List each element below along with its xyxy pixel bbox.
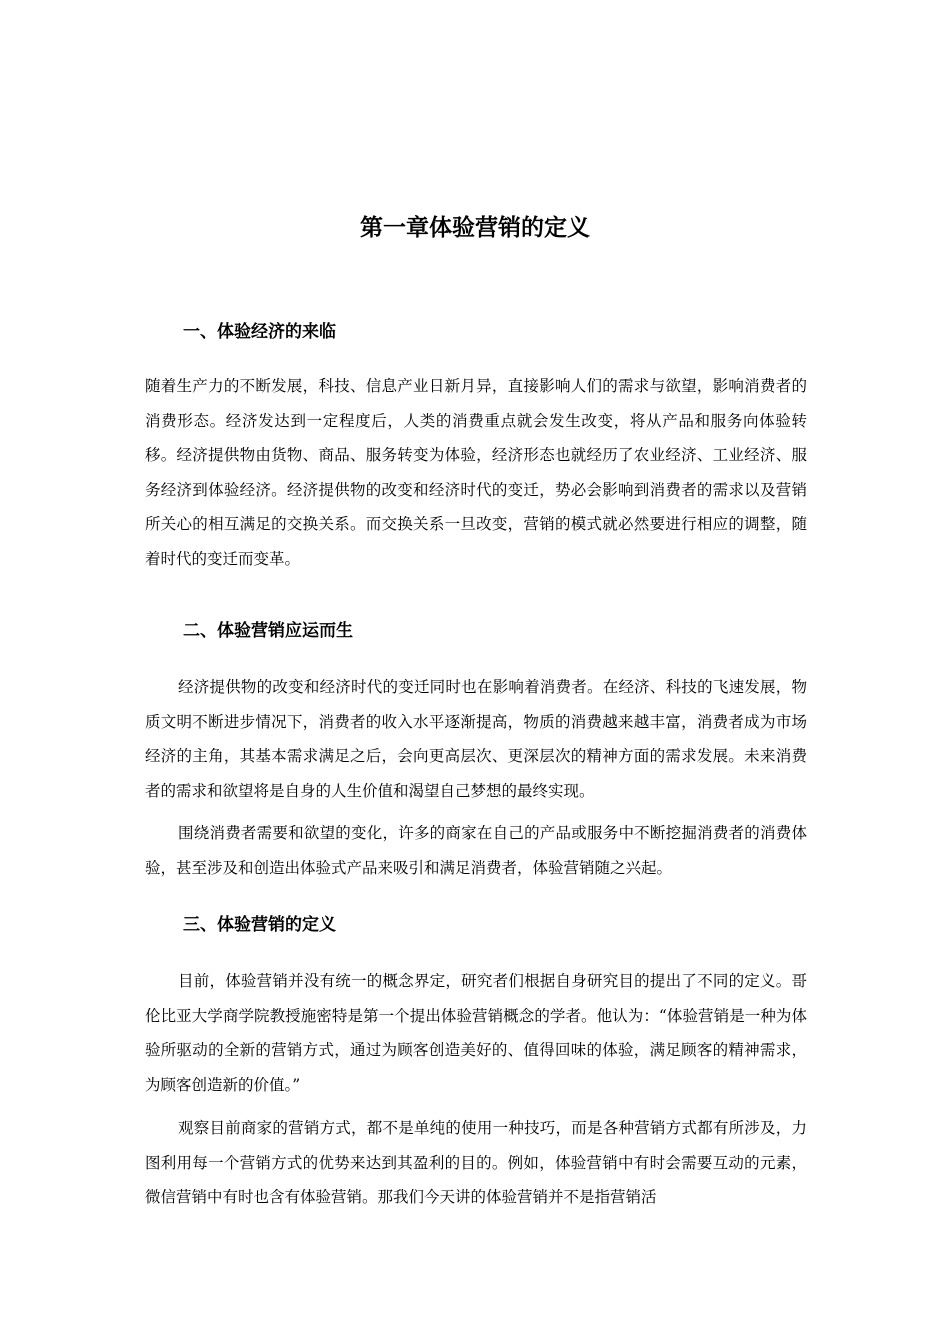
- section-1-paragraph-1: 随着生产力的不断发展，科技、信息产业日新月异，直接影响人们的需求与欲望，影响消费者的消费形态。经济发达到一定程度后，人类的消费重点就会发生改变，将从产品和服务向体验转移。经济提供物由货物、商品、服务转变为体验，经济形态也就经历了农业经济、工业经济、服务经济到体验经济。经济提供物的改变和经济时代的变迁，势必会影响到消费者的需求以及营销所关心的相互满足的交换关系。而交换关系一旦改变，营销的模式就必然要进行相应的调整，随着时代的变迁而变革。: [145, 377, 807, 568]
- chapter-title: 第一章体验营销的定义: [360, 214, 590, 241]
- section-heading-3: 三、体验营销的定义: [183, 915, 336, 935]
- section-heading-1: 一、体验经济的来临: [183, 322, 336, 342]
- section-heading-2: 二、体验营销应运而生: [183, 621, 353, 641]
- section-3-paragraph-2: 观察目前商家的营销方式，都不是单纯的使用一种技巧，而是各种营销方式都有所涉及，力图利用每一个营销方式的优势来达到其盈利的目的。例如，体验营销中有时会需要互动的元素，微信营销中有时也含有体验营销。那我们今天讲的体验营销并不是指营销活: [145, 1119, 807, 1206]
- section-2-paragraph-2: 围绕消费者需要和欲望的变化，许多的商家在自己的产品或服务中不断挖掘消费者的消费体验，甚至涉及和创造出体验式产品来吸引和满足消费者，体验营销随之兴起。: [145, 824, 807, 877]
- section-2-paragraph-1: 经济提供物的改变和经济时代的变迁同时也在影响着消费者。在经济、科技的飞速发展，物质文明不断进步情况下，消费者的收入水平逐渐提高，物质的消费越来越丰富，消费者成为市场经济的主角，其基本需求满足之后，会向更高层次、更深层次的精神方面的需求发展。未来消费者的需求和欲望将是自身的人生价值和渴望自己梦想的最终实现。: [145, 678, 807, 800]
- section-3-paragraph-1: 目前，体验营销并没有统一的概念界定，研究者们根据自身研究目的提出了不同的定义。哥伦比亚大学商学院教授施密特是第一个提出体验营销概念的学者。他认为：“体验营销是一种为体验所驱动的全新的营销方式，通过为顾客创造美好的、值得回味的体验，满足顾客的精神需求，为顾客创造新的价值。”: [145, 972, 807, 1094]
